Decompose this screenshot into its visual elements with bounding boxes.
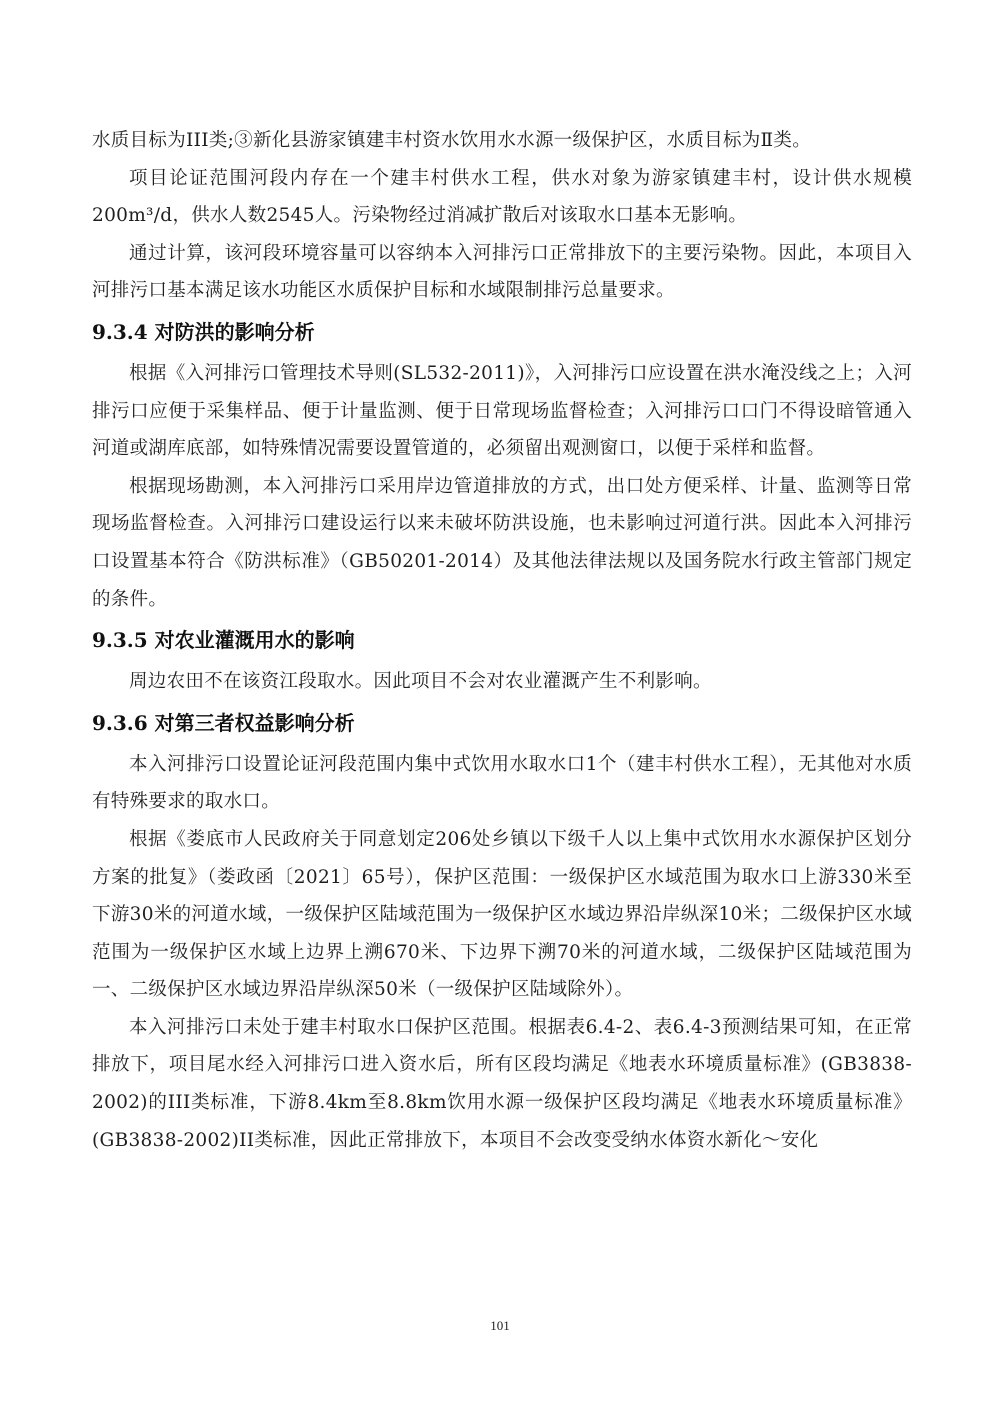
paragraph-irrigation: 周边农田不在该资江段取水。因此项目不会对农业灌溉产生不利影响。 — [129, 671, 712, 693]
paragraph-protection-zone: 根据《娄底市人民政府关于同意划定206处乡镇以下级千人以上集中式饮用水水源保护区划分方案的批复》（娄政函〔2021〕65号），保护区范围：一级保护区水域范围为取水口上游330米至下游30米的河道水域，一级保护区陆域范围为一级保护区水域边界沿岸纵深10米；二级保护区水域范围为一级保护区水域上边界上溯670米、下边界下溯70米的河道水域，二级保护区陆域范围为一、二级保护区水域边界沿岸纵深50米（一级保护区陆域除外）。 — [92, 828, 912, 1001]
continued-paragraph: 水质目标为III类;③新化县游家镇建丰村资水饮用水水源一级保护区，水质目标为Ⅱ类。 — [92, 130, 812, 151]
page-number: 101 — [490, 1318, 510, 1333]
section-heading-third-party: 9.3.6 对第三者权益影响分析 — [92, 710, 355, 735]
section-heading-irrigation: 9.3.5 对农业灌溉用水的影响 — [92, 628, 355, 653]
paragraph-environmental-capacity: 通过计算，该河段环境容量可以容纳本入河排污口正常排放下的主要污染物。因此，本项目入河排污口基本满足该水功能区水质保护目标和水域限制排污总量要求。 — [92, 242, 912, 302]
paragraph-flood-guideline: 根据《入河排污口管理技术导则(SL532-2011)》，入河排污口应设置在洪水淹没线之上；入河排污口应便于采集样品、便于计量监测、便于日常现场监督检查；入河排污口口门不得设暗管通入河道或湖库底部，如特殊情况需要设置管道的，必须留出观测窗口，以便于采样和监督。 — [92, 362, 912, 460]
section-heading-flood-control: 9.3.4 对防洪的影响分析 — [92, 319, 315, 344]
document-page — [92, 122, 912, 1159]
paragraph-flood-survey: 根据现场勘测，本入河排污口采用岸边管道排放的方式，出口处方便采样、计量、监测等日常现场监督检查。入河排污口建设运行以来未破坏防洪设施，也未影响过河道行洪。因此本入河排污口设置基本符合《防洪标准》（GB50201-2014）及其他法律法规以及国务院水行政主管部门规定的条件。 — [92, 475, 912, 610]
paragraph-intake: 本入河排污口设置论证河段范围内集中式饮用水取水口1个（建丰村供水工程），无其他对水质有特殊要求的取水口。 — [92, 753, 912, 813]
paragraph-discharge-conclusion: 本入河排污口未处于建丰村取水口保护区范围。根据表6.4-2、表6.4-3预测结果可知，在正常排放下，项目尾水经入河排污口进入资水后，所有区段均满足《地表水环境质量标准》(GB3838-2002)的III类标准，下游8.4km至8.8km饮用水源一级保护区段均满足《地表水环境质量标准》(GB3838-2002)II类标准，因此正常排放下，本项目不会改变受纳水体资水新化～安化 — [92, 1016, 912, 1151]
paragraph-water-supply: 项目论证范围河段内存在一个建丰村供水工程，供水对象为游家镇建丰村，设计供水规模200m³/d，供水人数2545人。污染物经过消减扩散后对该取水口基本无影响。 — [92, 167, 912, 227]
